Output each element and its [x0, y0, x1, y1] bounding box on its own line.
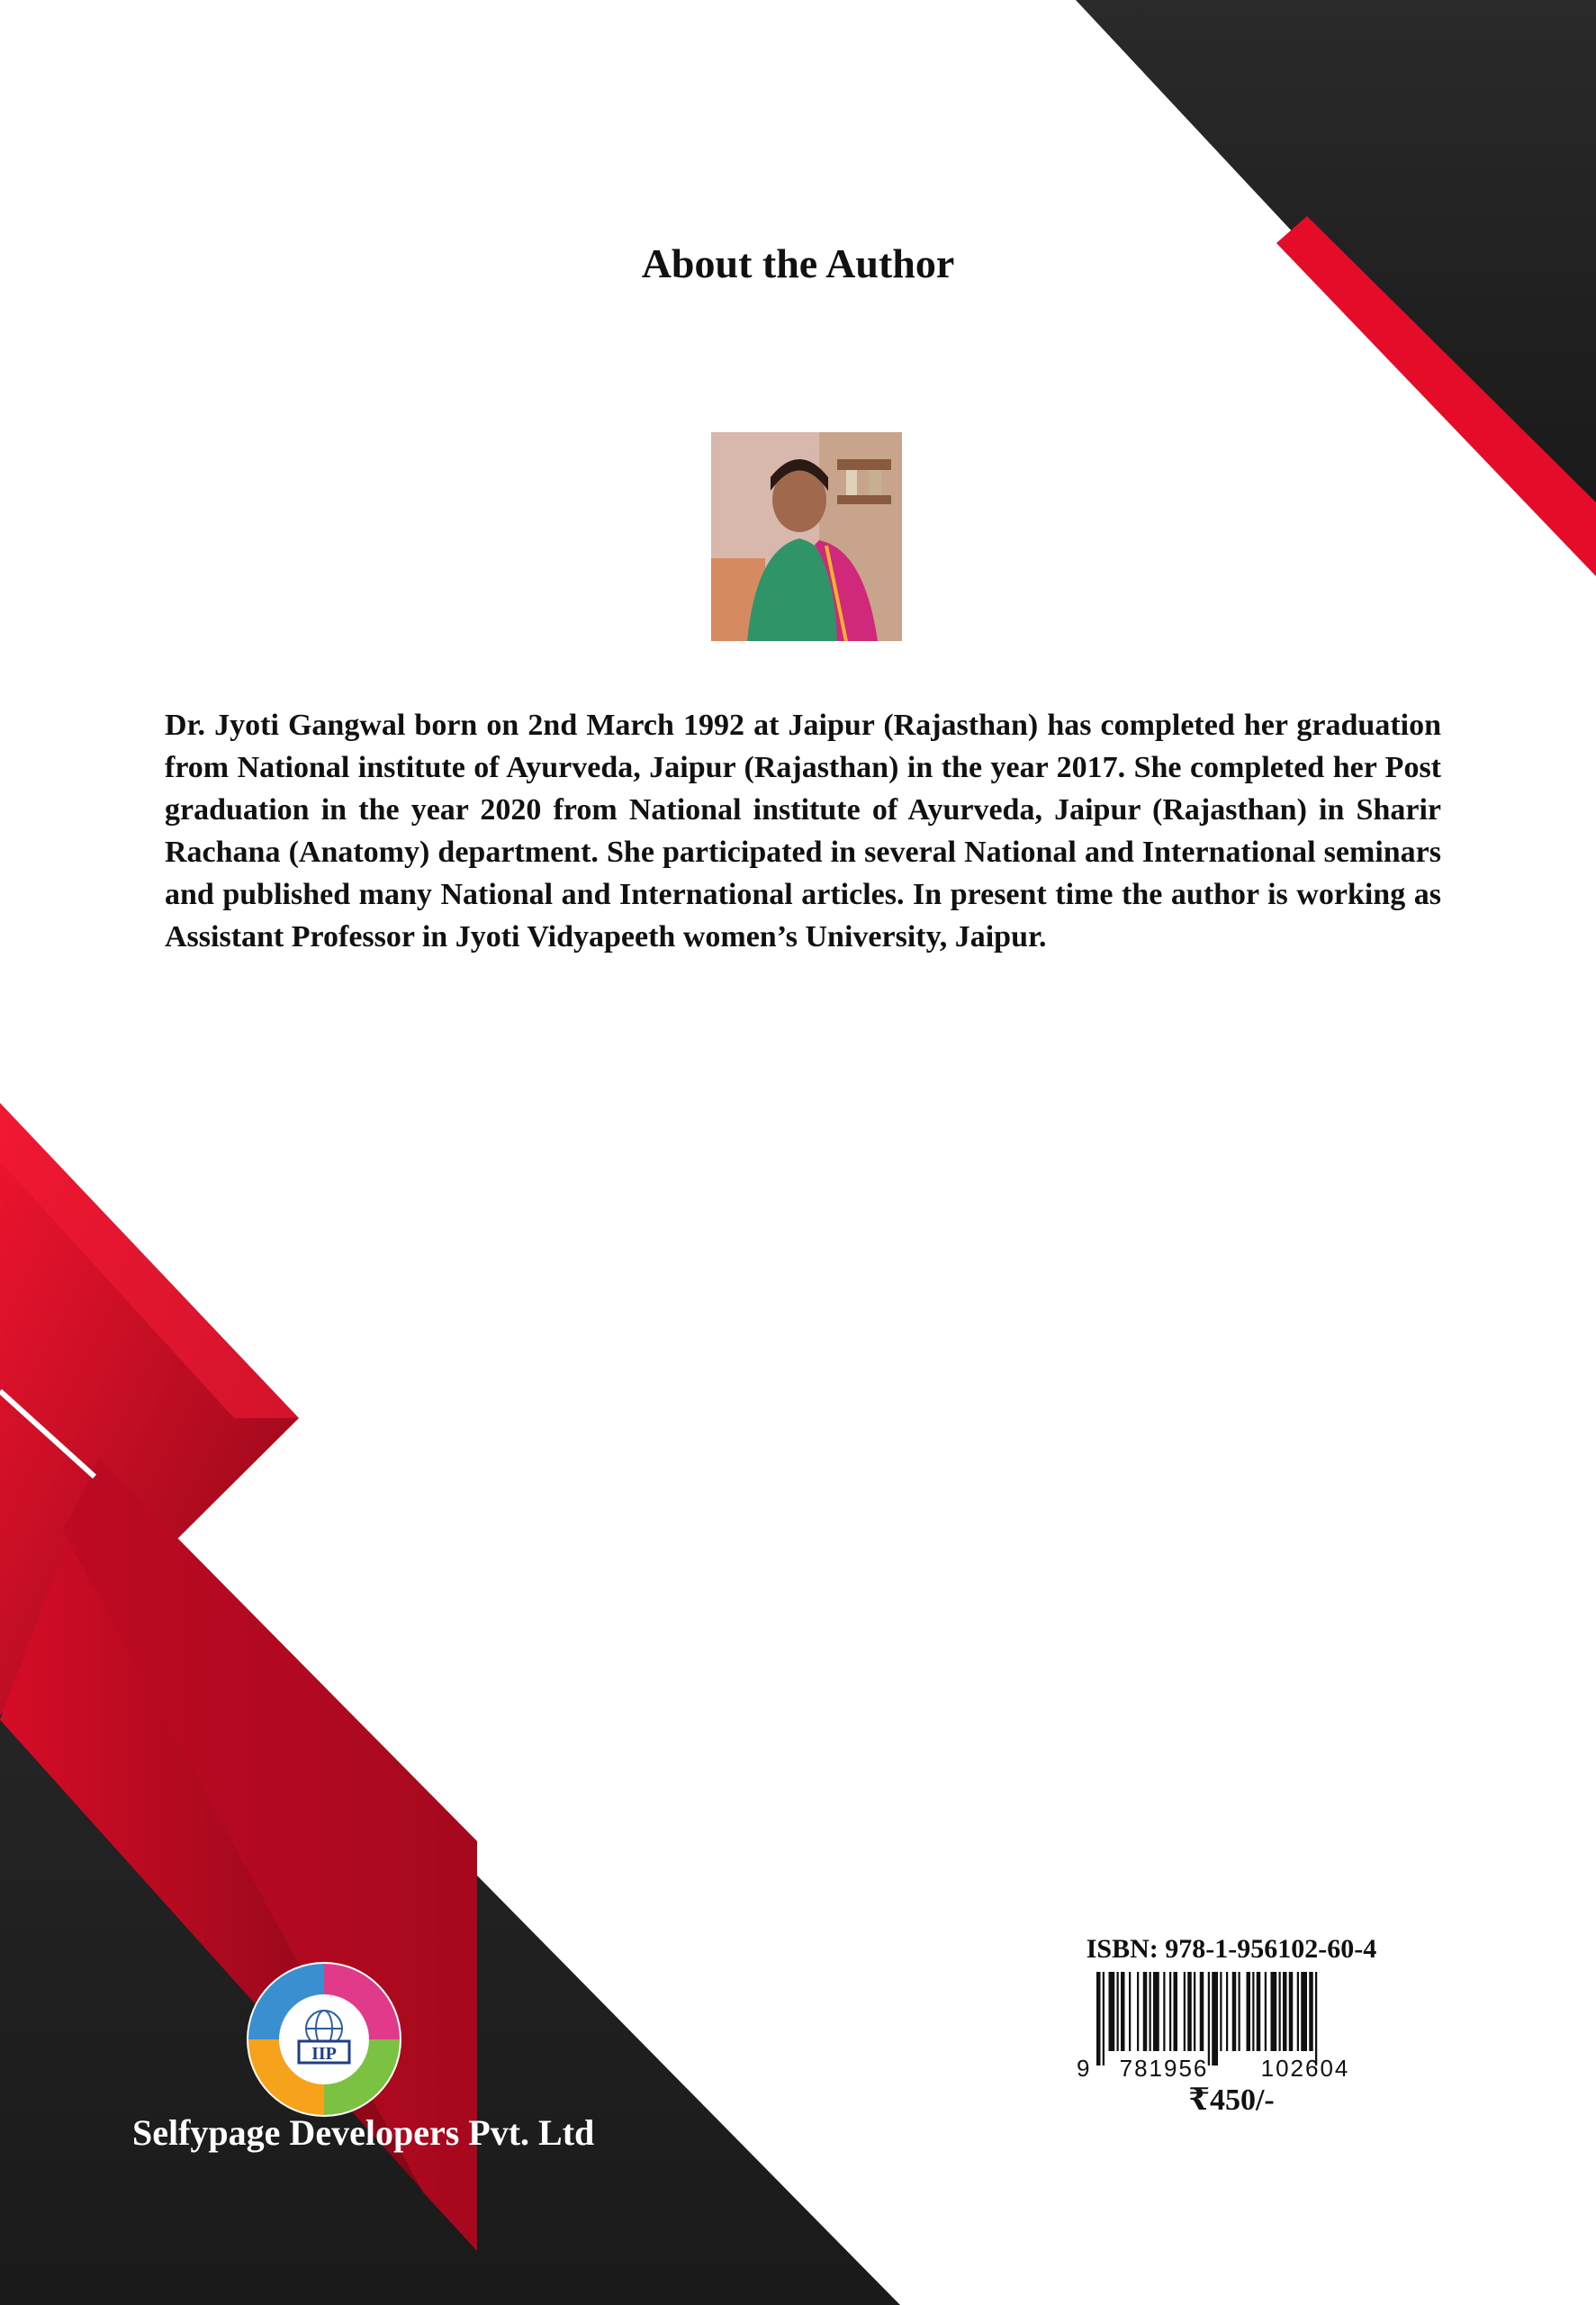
- barcode-bar: [1309, 1972, 1313, 2051]
- barcode-bar: [1208, 1972, 1210, 2065]
- isbn-barcode-block: [1069, 1934, 1393, 2118]
- barcode-bar: [1252, 1972, 1254, 2051]
- barcode-bar: [1283, 1972, 1287, 2051]
- barcode-bar: [1150, 1972, 1151, 2051]
- barcode-bar: [1289, 1972, 1294, 2051]
- barcode-bar: [1301, 1972, 1307, 2051]
- barcode-bar: [1232, 1972, 1237, 2051]
- barcode-bar: [1187, 1972, 1192, 2051]
- barcode-bar: [1117, 1972, 1119, 2051]
- barcode-bar: [1315, 1972, 1317, 2065]
- barcode-bar: [1103, 1972, 1105, 2065]
- barcode-bar: [1137, 1972, 1139, 2051]
- barcode-bar: [1279, 1972, 1281, 2051]
- page-title: About the Author: [641, 240, 955, 286]
- barcode-bar: [1174, 1972, 1178, 2051]
- barcode-bar: [1129, 1972, 1131, 2051]
- barcode-bar: [1121, 1972, 1125, 2051]
- barcode-bar: [1096, 1972, 1101, 2065]
- barcode-bar: [1163, 1972, 1165, 2051]
- barcode-digit-first: 9: [1077, 2055, 1090, 2080]
- author-photo: [711, 432, 902, 641]
- barcode-bar: [1184, 1972, 1186, 2051]
- barcode-bar: [1194, 1972, 1195, 2051]
- iip-logo: [243, 1958, 405, 2120]
- logo-text: IIP: [311, 2044, 337, 2064]
- barcode-bar: [1247, 1972, 1251, 2051]
- barcode-bar: [1257, 1972, 1261, 2051]
- barcode-bar: [1226, 1972, 1228, 2051]
- barcode-bar: [1271, 1972, 1277, 2051]
- author-biography: Dr. Jyoti Gangwal born on 2nd March 1992 at Jaipur (Rajasthan) has completed her graduation from National institute of Ayurveda, Jaipur (Rajasthan) in the year 2017. She completed her Post graduation in the year 2020 from National institute of Ayurveda, Jaipur (Rajasthan) in Sharir Rachana (Anatomy) department. She participated in several National and International seminars and published many National and International articles. In present time the author is working as Assistant Professor in Jyoti Vidyapeeth women’s University, Jaipur.: [165, 709, 1441, 954]
- isbn-barcode: [1069, 1972, 1393, 2080]
- barcode-digit-group-2: 102604: [1260, 2055, 1350, 2080]
- barcode-bar: [1297, 1972, 1299, 2051]
- barcode-bar: [1153, 1972, 1159, 2051]
- barcode-bar: [1169, 1972, 1171, 2051]
- barcode-bar: [1265, 1972, 1267, 2051]
- barcode-bar: [1143, 1972, 1148, 2051]
- publisher-name: Selfypage Developers Pvt. Ltd: [132, 2112, 595, 2153]
- barcode-bar: [1200, 1972, 1204, 2051]
- price: ₹450/-: [1188, 2084, 1275, 2117]
- isbn-label: ISBN: 978-1-956102-60-4: [1086, 1934, 1377, 1964]
- barcode-digit-group-1: 781956: [1119, 2055, 1209, 2080]
- barcode-bar: [1239, 1972, 1240, 2051]
- barcode-bar: [1109, 1972, 1115, 2051]
- barcode-bar: [1220, 1972, 1222, 2051]
- barcode-bar: [1212, 1972, 1218, 2065]
